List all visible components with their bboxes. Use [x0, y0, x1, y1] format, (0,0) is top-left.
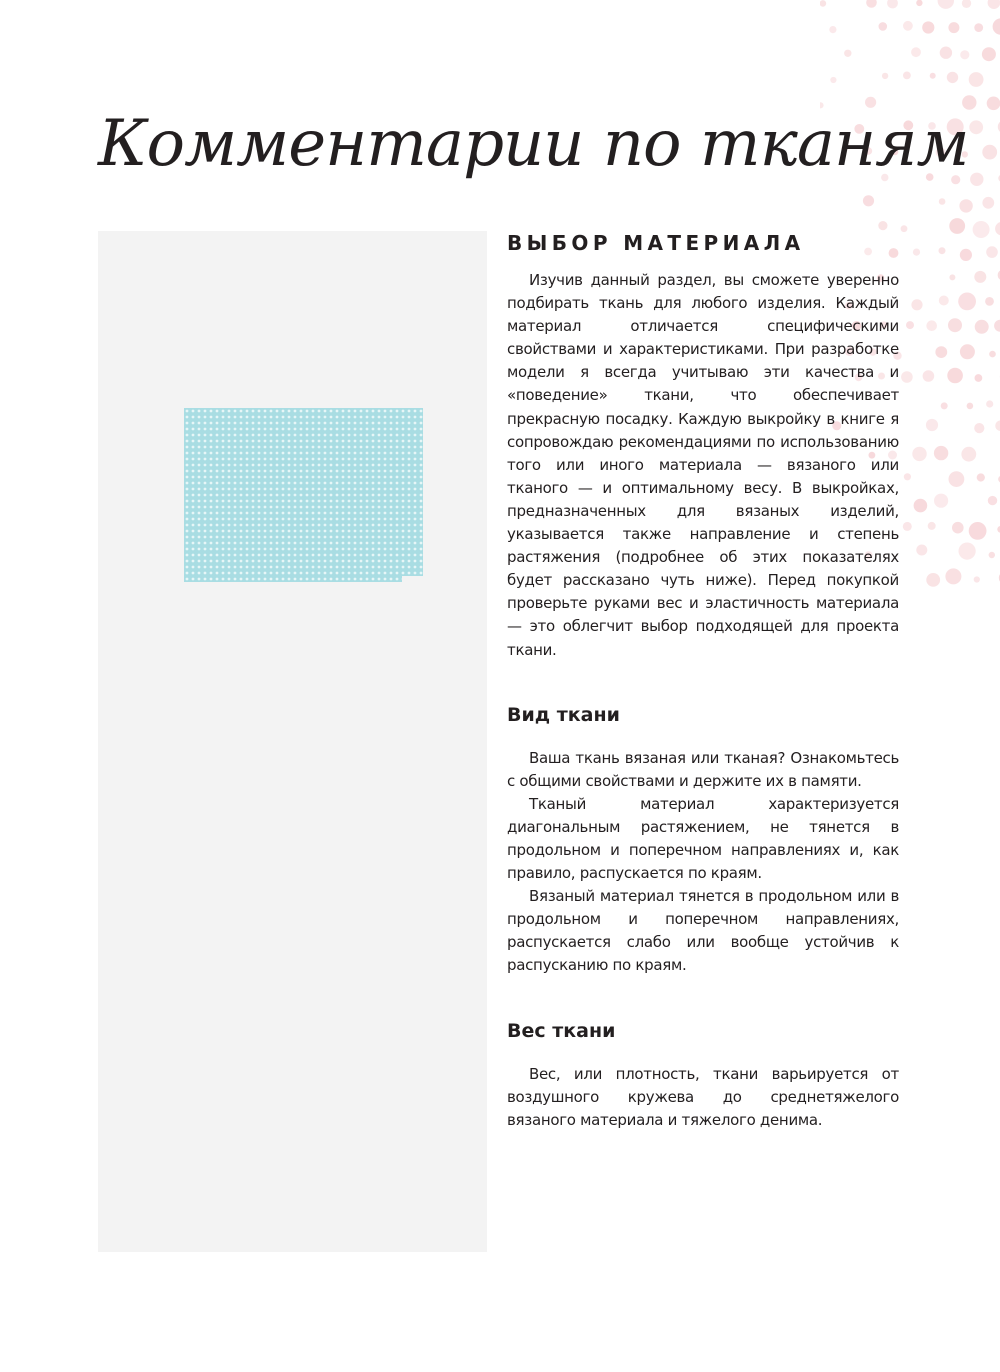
decor-dot — [960, 344, 975, 359]
decor-dot — [974, 576, 980, 582]
decor-dot — [934, 494, 948, 508]
decor-dot — [969, 72, 984, 87]
decor-dot — [911, 47, 921, 57]
decor-dot — [947, 72, 958, 83]
fabric-swatch-image — [184, 408, 423, 582]
decor-dot — [939, 247, 946, 254]
decor-dot — [969, 522, 987, 540]
decor-dot — [994, 320, 1000, 332]
decor-dot — [974, 423, 984, 433]
decor-dot — [906, 321, 914, 329]
decor-dot — [986, 400, 993, 407]
decor-dot — [923, 370, 935, 382]
decor-dot — [977, 473, 985, 481]
decor-dot — [939, 198, 946, 205]
decor-dot — [940, 47, 952, 59]
decor-dot — [949, 274, 955, 280]
decor-dot — [962, 0, 971, 8]
decor-dot — [926, 573, 940, 587]
decor-dot — [982, 47, 996, 61]
decor-dot — [912, 447, 926, 461]
decor-dot — [989, 552, 995, 558]
decor-dot — [958, 293, 976, 311]
decor-dot — [989, 351, 996, 358]
decor-dot — [986, 246, 998, 258]
decor-dot — [939, 296, 949, 306]
decor-dot — [916, 545, 927, 556]
decor-dot — [830, 77, 836, 83]
decor-dot — [887, 0, 898, 8]
decor-dot — [903, 72, 911, 80]
decor-dot — [913, 249, 920, 256]
decor-dot — [960, 50, 969, 59]
decor-dot — [882, 73, 888, 79]
fabric-type-heading: Вид ткани — [507, 703, 620, 726]
decor-dot — [974, 23, 983, 32]
decor-dot — [975, 320, 989, 334]
page-title: Комментарии по тканям — [98, 107, 969, 181]
decor-dot — [926, 320, 937, 331]
decor-dot — [961, 447, 976, 462]
decor-dot — [941, 402, 948, 409]
fabric-type-paragraph-3: Вязаный материал тянется в продольном или в продольном и поперечном направлениях, распускается слабо или вообще устойчив к распусканию по краям. — [507, 887, 899, 975]
decor-dot — [959, 543, 976, 560]
fabric-type-paragraph-2: Тканый материал характеризуется диагональным растяжением, не тянется в продольном и поперечном направлениях и, как правило, распускается по краям. — [507, 794, 899, 883]
decor-dot — [982, 197, 994, 209]
decor-dot — [829, 26, 836, 33]
decor-dot — [914, 499, 928, 513]
decor-dot — [903, 522, 912, 531]
decor-dot — [949, 471, 965, 487]
decor-dot — [928, 522, 936, 530]
decor-dot — [995, 222, 1000, 236]
main-content — [507, 229, 899, 1132]
decor-dot — [982, 145, 997, 160]
image-placeholder-panel — [98, 231, 487, 1252]
decor-dot — [967, 403, 974, 410]
decor-dot — [879, 22, 888, 31]
decor-dot — [988, 496, 997, 505]
decor-dot — [993, 18, 1000, 34]
decor-dot — [938, 0, 954, 9]
decor-dot — [973, 221, 990, 238]
decor-dot — [947, 368, 963, 384]
decor-dot — [988, 0, 1000, 9]
decor-dot — [904, 473, 911, 480]
decor-dot — [901, 371, 913, 383]
decor-dot — [952, 522, 964, 534]
decor-dot — [974, 271, 986, 283]
decor-dot — [916, 0, 922, 6]
decor-dot — [863, 195, 874, 206]
decor-dot — [970, 173, 983, 186]
fabric-weight-paragraph-1: Вес, или плотность, ткани варьируется от воздушного кружева до среднетяжелого вязаного материала и тяжелого денима. — [507, 1064, 899, 1129]
decor-dot — [930, 73, 936, 79]
decor-dot — [934, 446, 948, 460]
decor-dot — [949, 218, 965, 234]
decor-dot — [948, 318, 962, 332]
decor-dot — [935, 346, 947, 358]
decor-dot — [969, 120, 983, 134]
decor-dot — [945, 568, 961, 584]
decor-dot — [903, 21, 913, 31]
decor-dot — [820, 0, 826, 7]
decor-dot — [844, 50, 851, 57]
decor-dot — [995, 420, 1000, 431]
decor-dot — [975, 374, 983, 382]
decor-dot — [960, 249, 972, 261]
intro-paragraph: Изучив данный раздел, вы сможете уверенно подбирать ткань для любого изделия. Каждый материал отличается специфическими свойствами и характеристиками. При разработке модели я всегда учитываю эти качества и «поведение» ткани, что обеспечивает прекрасную посадку. Каждую выкройку в книге я сопровождаю рекомендациями по использованию того или иного материала — вязаного или тканого — и оптимальному весу. В выкройках, предназначенных для вязаных изделий, указывается также направление и степень растяжения (подробнее об этих показателях будет рассказано чуть ниже). Перед покупкой проверьте руками вес и эластичность материала — это облегчит выбор подходящей для проекта ткани. — [507, 271, 899, 659]
fabric-weight-heading: Вес ткани — [507, 1019, 616, 1042]
decor-dot — [959, 199, 972, 212]
decor-dot — [866, 0, 877, 8]
section-title: ВЫБОР МАТЕРИАЛА — [507, 231, 805, 255]
decor-dot — [985, 297, 994, 306]
decor-dot — [987, 97, 1000, 111]
decor-dot — [948, 22, 959, 33]
fabric-type-paragraph-1: Ваша ткань вязаная или тканая? Ознакомьтесь с общими свойствами и держите их в памяти. — [507, 748, 899, 790]
decor-dot — [911, 299, 922, 310]
decor-dot — [922, 21, 934, 33]
decor-dot — [901, 225, 908, 232]
decor-dot — [926, 419, 938, 431]
